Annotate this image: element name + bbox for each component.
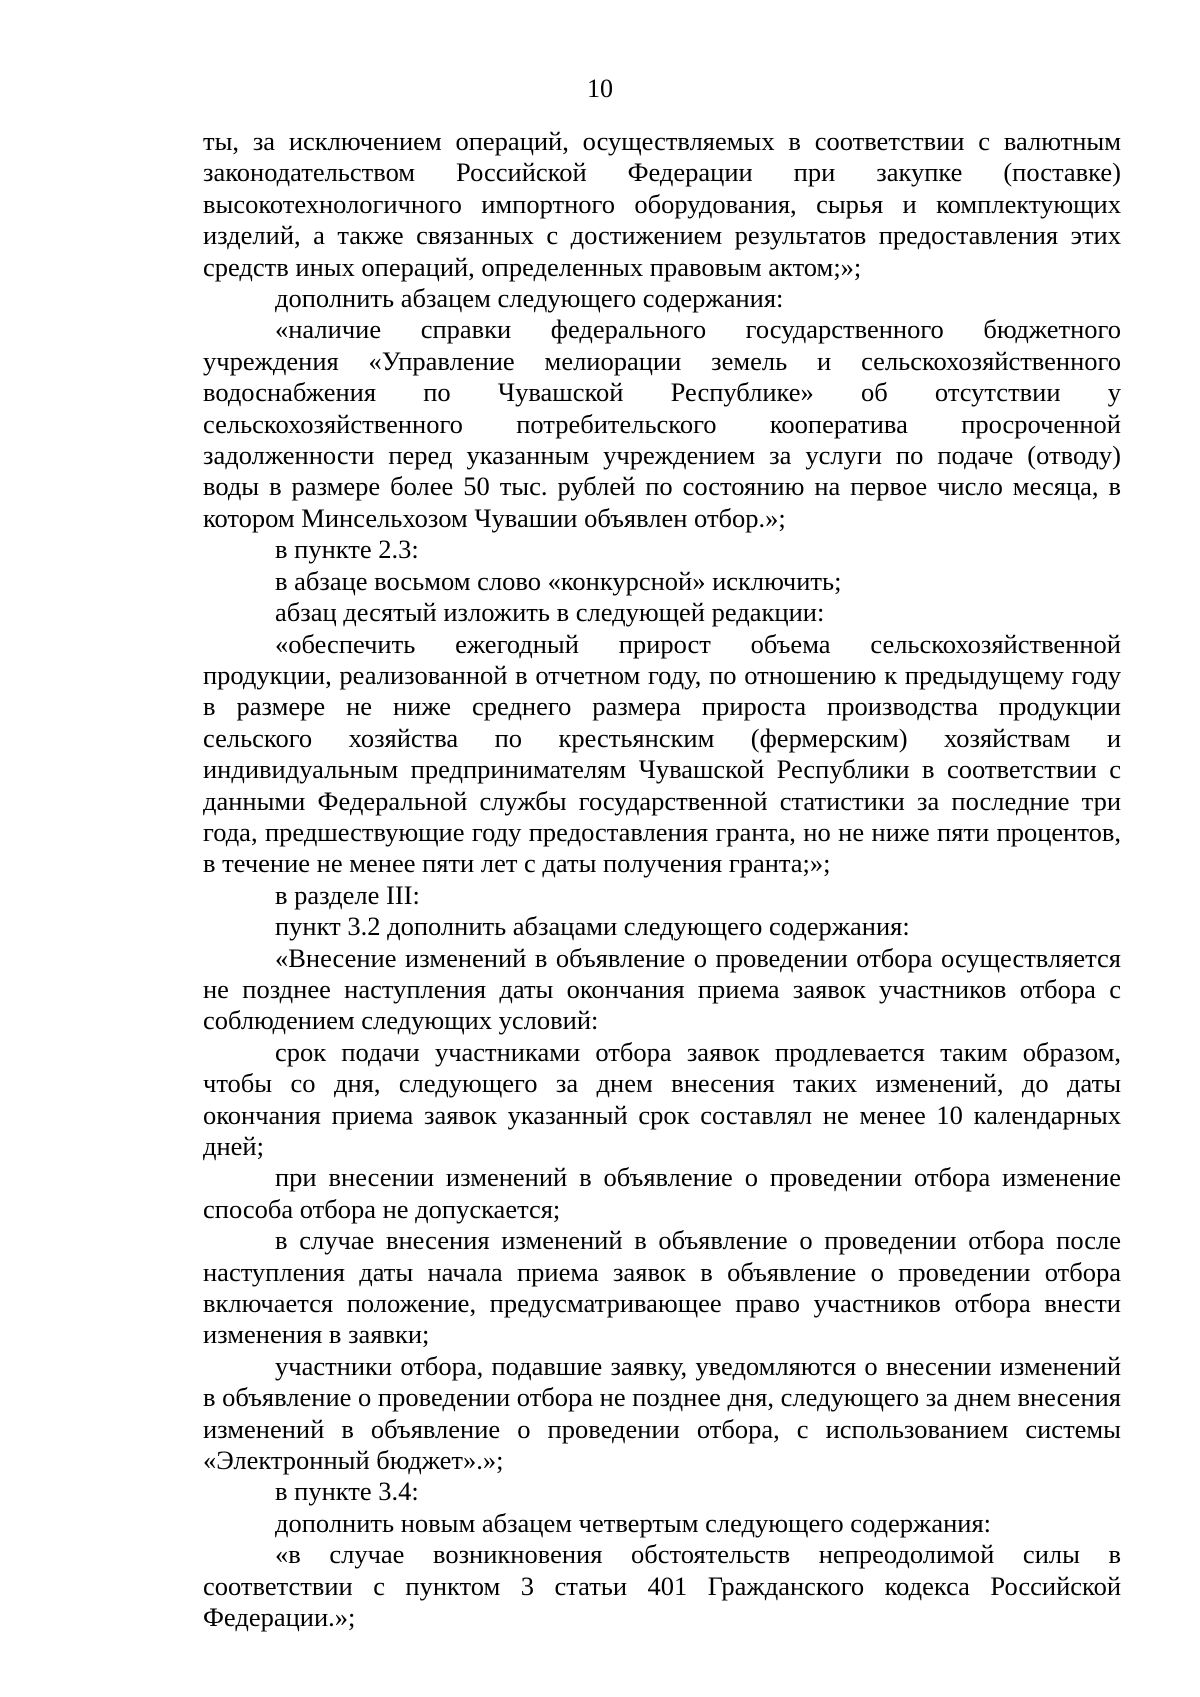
paragraph: в пункте 3.4: — [275, 1476, 419, 1507]
paragraph-continuation: ты, за исключением операций, осуществляемых в соответствии с валютным законодательством Российской Федерации при закупке (поставке) высокотехнологичного импортного оборудования, сырья и комплектующих изделий, а также связанных с достижением результатов предоставления этих средств иных операций, определенных правовым актом;»; — [203, 126, 1121, 282]
paragraph: в пункте 2.3: — [275, 534, 419, 565]
page-number: 10 — [587, 74, 613, 103]
paragraph: участники отбора, подавшие заявку, уведомляются о внесении изменений в объявление о проведении отбора не позднее дня, следующего за днем внесения изменений в объявление о проведении отбора, с использованием системы «Электронный бюджет».»; — [203, 1350, 1121, 1476]
paragraph: в случае внесения изменений в объявление о проведении отбора после наступления даты начала приема заявок в объявление о проведении отбора включается положение, предусматривающее право участников отбора внести изменения в заявки; — [203, 1225, 1121, 1350]
paragraph: «обеспечить ежегодный прирост объема сельскохозяйственной продукции, реализованной в отчетном году, по отношению к предыдущему году в размере не ниже среднего размера прироста производства продукции сельского хозяйства по крестьянским (фермерским) хозяйствам и индивидуальным предпринимателям Чувашской Республики в соответствии с данными Федеральной службы государственной статистики за последние три года, предшествующие году предоставления гранта, но не ниже пяти процентов, в течение не менее пяти лет с даты получения гранта;»; — [203, 628, 1121, 879]
paragraph: дополнить абзацем следующего содержания: — [275, 283, 784, 314]
paragraph: абзац десятый изложить в следующей редакции: — [275, 597, 825, 628]
paragraph: «в случае возникновения обстоятельств непреодолимой силы в соответствии с пунктом 3 статьи 401 Гражданского кодекса Российской Федерации.»; — [203, 1539, 1121, 1633]
paragraph: при внесении изменений в объявление о проведении отбора изменение способа отбора не допускается; — [203, 1162, 1121, 1224]
paragraph: в разделе III: — [275, 879, 420, 910]
paragraph: в абзаце восьмом слово «конкурсной» исключить; — [275, 565, 842, 596]
document-body — [203, 126, 1121, 1634]
paragraph: срок подачи участниками отбора заявок продлевается таким образом, чтобы со дня, следующего за днем внесения таких изменений, до даты окончания приема заявок указанный срок составлял не менее 10 календарных дней; — [203, 1036, 1121, 1161]
paragraph: пункт 3.2 дополнить абзацами следующего содержания: — [275, 911, 910, 942]
paragraph: «Внесение изменений в объявление о проведении отбора осуществляется не позднее наступления даты окончания приема заявок участников отбора с соблюдением следующих условий: — [203, 942, 1121, 1036]
paragraph: «наличие справки федерального государственного бюджетного учреждения «Управление мелиорации земель и сельскохозяйственного водоснабжения по Чувашской Республике» об отсутствии у сельскохозяйственного потребительского кооператива просроченной задолженности перед указанным учреждением за услуги по подаче (отводу) воды в размере более 50 тыс. рублей по состоянию на первое число месяца, в котором Минсельхозом Чувашии объявлен отбор.»; — [203, 314, 1121, 533]
paragraph: дополнить новым абзацем четвертым следующего содержания: — [275, 1507, 992, 1538]
